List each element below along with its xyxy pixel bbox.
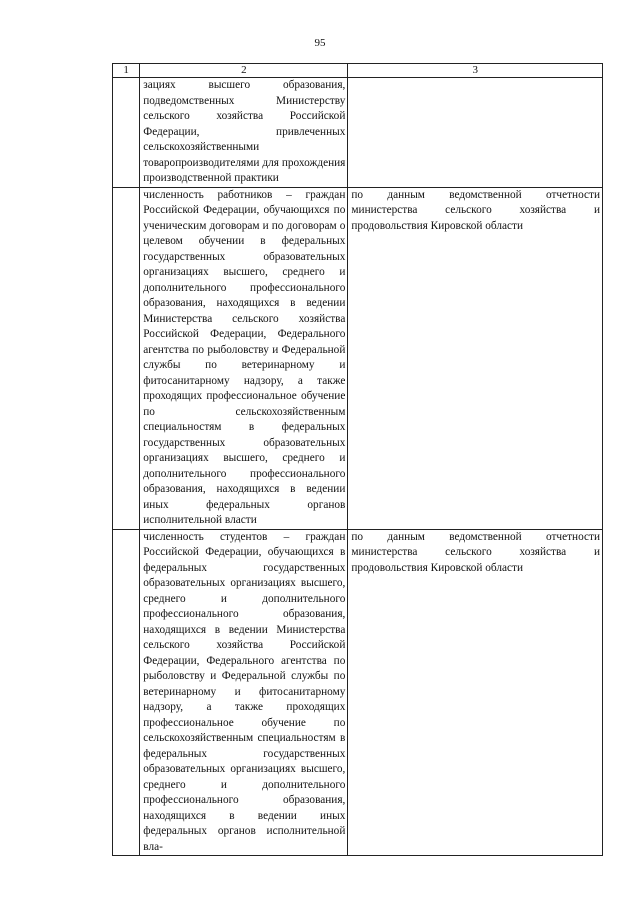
row2-col3-text: по данным ведомственной отчетности министерства сельского хозяйства и продовольствия Кировской области — [351, 188, 600, 232]
table-header-row — [113, 64, 603, 78]
page-number: 95 — [314, 37, 326, 49]
column-header-1: 1 — [113, 64, 140, 78]
row2-col3 — [348, 187, 603, 529]
table-row — [113, 78, 603, 188]
row3-col1 — [113, 529, 140, 856]
row3-col3-text: по данным ведомственной отчетности министерства сельского хозяйства и продовольствия Кировской области — [351, 530, 600, 574]
document-table — [112, 63, 603, 856]
row2-col2-text: численность работников – граждан Российской Федерации, обучающихся по ученическим договорам и по договорам о целевом обучении в федеральных государственных образовательных организациях высшего, среднего и дополнительного профессионального образования, находящихся в ведении Министерства сельского хозяйства Российской Федерации, Федерального агентства по рыболовству и Федеральной службы по ветеринарному и фитосанитарному надзору, а также проходящих профессиональное обучение по сельскохозяйственным специальностям в федеральных государственных образовательных организациях высшего, среднего и дополнительного профессионального образования, находящихся в ведении иных федеральных органов исполнительной власти — [143, 188, 346, 526]
column-header-2: 2 — [140, 64, 348, 78]
row2-col2 — [140, 187, 348, 529]
row1-col3 — [348, 78, 603, 188]
column-header-3: 3 — [348, 64, 603, 78]
row3-col2 — [140, 529, 348, 856]
row1-col2 — [140, 78, 348, 188]
row1-col2-text: зациях высшего образования, подведомственных Министерству сельского хозяйства Российской Федерации, привлеченных сельскохозяйственными товаропроизводителями для прохождения производственной практики — [143, 79, 346, 184]
row3-col3 — [348, 529, 603, 856]
row3-col2-text: численность студентов – граждан Российской Федерации, обучающихся в федеральных государственных образовательных организациях высшего, среднего и дополнительного профессионального образования, находящихся в ведении Министерства сельского хозяйства Российской Федерации, Федерального агентства по рыболовству и Федеральной службы по ветеринарному и фитосанитарному надзору, а также проходящих профессиональное обучение по сельскохозяйственным специальностям в федеральных государственных образовательных организациях высшего, среднего и дополнительного профессионального образования, находящихся в ведении иных федеральных органов исполнительной вла- — [143, 530, 346, 853]
table-row — [113, 529, 603, 856]
row2-col1 — [113, 187, 140, 529]
table-row — [113, 187, 603, 529]
row1-col1 — [113, 78, 140, 188]
